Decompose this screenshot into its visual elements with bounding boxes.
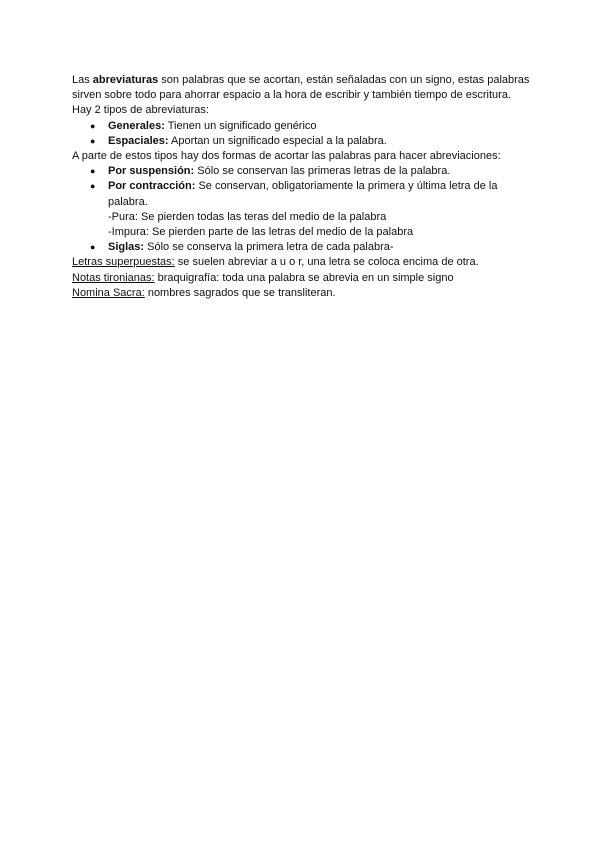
intro-term: abreviaturas <box>92 74 159 86</box>
bullet-icon: ● <box>90 166 96 177</box>
bullet-icon: ● <box>90 242 96 253</box>
contraction-impura: -Impura: Se pierden parte de las letras del medio de la palabra <box>108 226 414 239</box>
types-list <box>72 119 532 149</box>
definition-letras-superpuestas: Letras superpuestas: se suelen abreviar a u o r, una letra se coloca encima de otra. <box>72 256 479 269</box>
contraction-pura: -Pura: Se pierden todas las teras del medio de la palabra <box>108 210 387 223</box>
list-item: ● Generales: Tienen un significado genérico <box>72 119 532 134</box>
bullet-icon: ● <box>90 135 96 146</box>
list-item: ● Por contracción: Se conservan, obligatoriamente la primera y última letra de la palabra. <box>90 180 498 208</box>
bullet-icon: ● <box>90 181 96 192</box>
siglas-list <box>72 240 532 255</box>
definition-notas-tironianas: Notas tironianas: braquigrafía: toda una palabra se abrevia en un simple signo <box>72 271 454 284</box>
forms-heading: A parte de estos tipos hay dos formas de acortar las palabras para hacer abreviaciones: <box>72 150 501 163</box>
forms-list <box>72 164 532 210</box>
list-item: ● Espaciales: Aportan un significado especial a la palabra. <box>72 134 532 149</box>
intro-paragraph: Las abreviaturas son palabras que se acortan, están señaladas con un signo, estas palabras sirven sobre todo para ahorrar espacio a la hora de escribir y también tiempo de escritura. <box>72 74 530 102</box>
list-item: ● Siglas: Sólo se conserva la primera letra de cada palabra- <box>72 240 532 255</box>
document-body <box>72 73 532 301</box>
definition-nomina-sacra: Nomina Sacra: nombres sagrados que se transliteran. <box>72 286 336 299</box>
types-heading: Hay 2 tipos de abreviaturas: <box>72 104 209 117</box>
list-item: ● Por suspensión: Sólo se conservan las primeras letras de la palabra. <box>72 164 532 179</box>
bullet-icon: ● <box>90 120 96 131</box>
